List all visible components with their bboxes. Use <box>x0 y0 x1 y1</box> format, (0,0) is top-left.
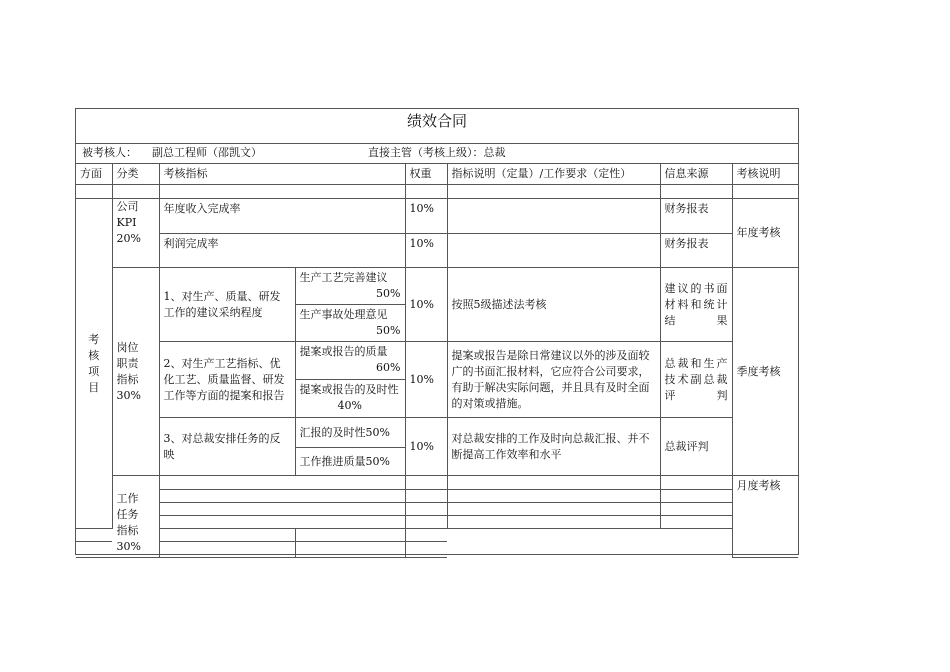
table-row <box>76 516 798 529</box>
weight-cell: 10% <box>405 418 447 476</box>
table-row <box>76 503 798 516</box>
source-cell: 总裁评判 <box>660 418 732 476</box>
note-quarterly: 季度考核 <box>732 268 798 476</box>
sub-indicator-name: 汇报的及时性 <box>299 425 366 439</box>
table-row <box>76 476 798 490</box>
desc-cell: 提案或报告是除日常建议以外的涉及面较广的书面汇报材料，它应符合公司要求，有助于解决实际问题，并且具有及时全面的对策或措施。 <box>447 342 660 418</box>
sub-indicator-pct: 50% <box>376 324 401 337</box>
indicator-cell: 利润完成率 <box>159 234 405 268</box>
desc-cell <box>447 234 660 268</box>
sub-indicator-name: 提案或报告的及时性 <box>299 383 399 396</box>
weight-cell: 10% <box>405 268 447 342</box>
sub-indicator-name: 工作推进质量 <box>299 454 366 468</box>
source-cell: 建议的书面材料和统计结果 <box>660 268 732 342</box>
sub-indicator-cell <box>295 342 405 380</box>
sub-indicator-pct: 60% <box>376 361 401 374</box>
spacer-row <box>76 185 798 199</box>
assessee-value: 副总工程师（邵凯文） <box>152 146 262 159</box>
col-header-indicator: 考核指标 <box>159 164 405 185</box>
sub-indicator-pct: 50% <box>365 454 390 468</box>
table-row <box>76 490 798 503</box>
table-row <box>76 199 798 234</box>
weight-cell: 10% <box>405 342 447 418</box>
source-cell: 财务报表 <box>660 234 732 268</box>
note-annual: 年度考核 <box>732 199 798 268</box>
category-company-kpi: 公司 KPI 20% <box>112 199 159 268</box>
sub-indicator-cell <box>295 418 405 448</box>
sub-indicator-pct: 40% <box>337 399 362 412</box>
col-header-note: 考核说明 <box>732 164 798 185</box>
table-row <box>76 418 798 448</box>
note-monthly: 月度考核 <box>732 476 798 558</box>
category-duty: 岗位 职责 指标 30% <box>112 268 159 476</box>
indicator-cell: 3、对总裁安排任务的反映 <box>159 418 295 476</box>
indicator-cell: 年度收入完成率 <box>159 199 405 234</box>
sub-indicator-cell <box>295 380 405 418</box>
col-header-weight: 权重 <box>405 164 447 185</box>
table-row <box>76 234 798 268</box>
source-cell: 总裁和生产技术副总裁评判 <box>660 342 732 418</box>
header-row <box>76 164 798 185</box>
people-row <box>76 143 798 164</box>
indicator-cell: 1、对生产、质量、研发工作的建议采纳程度 <box>159 268 295 342</box>
performance-contract-sheet <box>75 108 799 555</box>
indicator-cell: 2、对生产工艺指标、优化工艺、质量监督、研发工作等方面的提案和报告 <box>159 342 295 418</box>
desc-cell: 对总裁安排的工作及时向总裁汇报、并不断提高工作效率和水平 <box>447 418 660 476</box>
sub-indicator-cell <box>295 268 405 305</box>
col-header-category: 分类 <box>112 164 159 185</box>
weight-cell: 10% <box>405 199 447 234</box>
weight-cell: 10% <box>405 234 447 268</box>
sub-indicator-name: 生产工艺完善建议 <box>299 271 388 284</box>
source-cell: 财务报表 <box>660 199 732 234</box>
category-task: 工作 任务 指标 30% <box>112 476 159 558</box>
sub-indicator-name: 提案或报告的质量 <box>299 345 388 358</box>
col-header-desc: 指标说明（定量）/工作要求（定性） <box>447 164 660 185</box>
aspect-cell: 考 核 项 目 <box>76 199 112 529</box>
assessee-label: 被考核人： <box>82 146 137 159</box>
desc-cell: 按照5级描述法考核 <box>447 268 660 342</box>
desc-cell <box>447 199 660 234</box>
sub-indicator-name: 生产事故处理意见 <box>299 308 388 321</box>
col-header-aspect: 方面 <box>76 164 112 185</box>
table-row <box>76 342 798 380</box>
sub-indicator-pct: 50% <box>365 425 390 439</box>
table-row <box>76 268 798 305</box>
table-row <box>76 542 798 558</box>
contract-title: 绩效合同 <box>76 109 798 144</box>
col-header-source: 信息来源 <box>660 164 732 185</box>
table-row <box>76 529 798 542</box>
sub-indicator-pct: 50% <box>376 287 401 300</box>
supervisor-label: 直接主管（考核上级）：总裁 <box>368 146 506 159</box>
sub-indicator-cell <box>295 305 405 342</box>
sub-indicator-cell <box>295 448 405 476</box>
assessment-table <box>76 163 798 558</box>
